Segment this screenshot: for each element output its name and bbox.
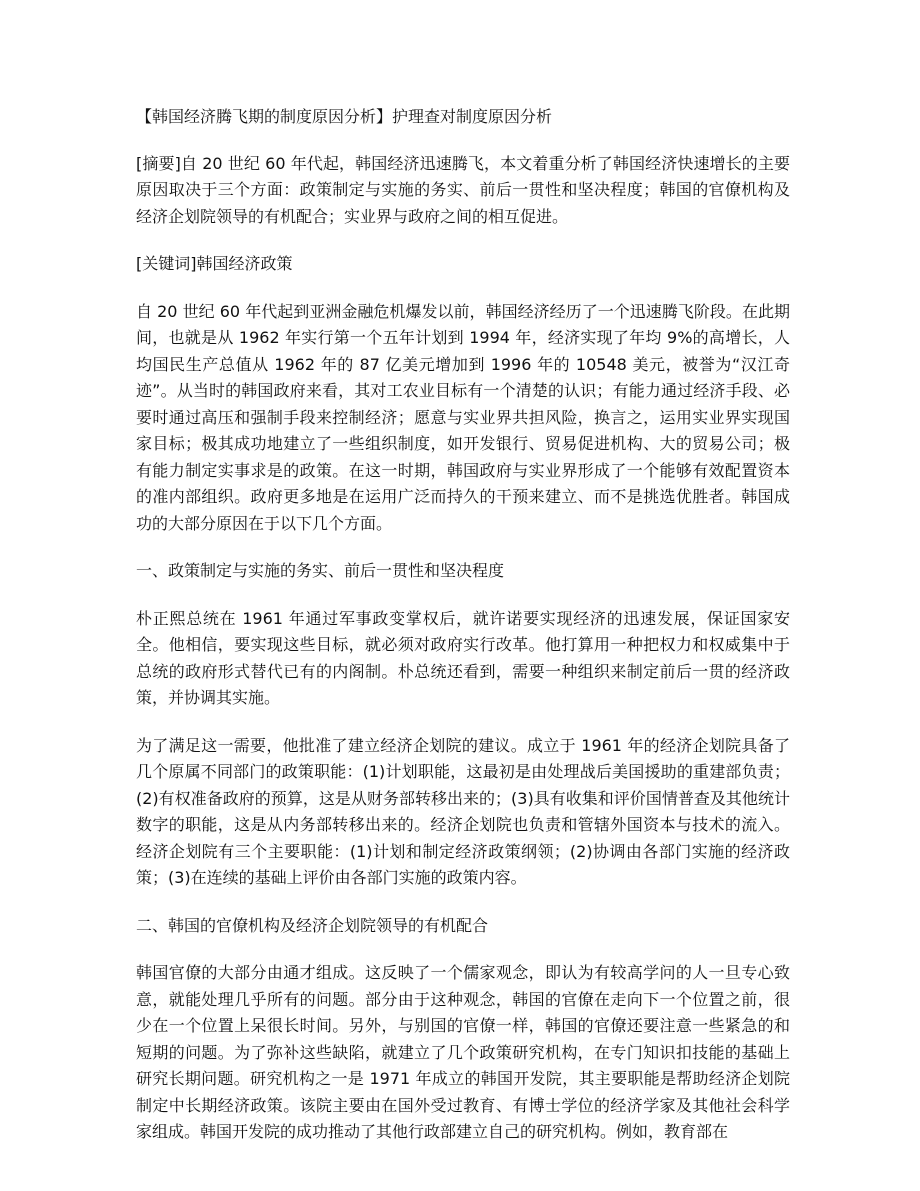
abstract-paragraph: [摘要]自 20 世纪 60 年代起，韩国经济迅速腾飞，本文着重分析了韩国经济快速增长的主要原因取决于三个方面：政策制定与实施的务实、前后一贯性和坚决程度；韩国的官僚机构及经济企划院领导的有机配合；实业界与政府之间的相互促进。 [136, 153, 790, 226]
section-2-heading: 二、韩国的官僚机构及经济企划院领导的有机配合 [136, 915, 489, 935]
document-title: 【韩国经济腾飞期的制度原因分析】护理查对制度原因分析 [136, 107, 553, 126]
section-1-paragraph-2: 为了满足这一需要，他批准了建立经济企划院的建议。成立于 1961 年的经济企划院具备了几个原属不同部门的政策职能：(1)计划职能，这最初是由处理战后美国援助的重建部负责；(2)有权准备政府的预算，这是从财务部转移出来的；(3)具有收集和评价国情普查及其他统计数字的职能，这是从内务部转移出来的。经济企划院也负责和管辖外国资本与技术的流入。经济企划院有三个主要职能：(1)计划和制定经济政策纲领；(2)协调由各部门实施的经济政策；(3)在连续的基础上评价由各部门实施的政策内容。 [136, 735, 790, 887]
keywords-paragraph: [关键词]韩国经济政策 [136, 254, 293, 273]
intro-paragraph: 自 20 世纪 60 年代起到亚洲金融危机爆发以前，韩国经济经历了一个迅速腾飞阶段。在此期间，也就是从 1962 年实行第一个五年计划到 1994 年，经济实现了年均 9%的高增长，人均国民生产总值从 1962 年的 87 亿美元增加到 1996 年的 10548 美元，被誉为“汉江奇迹”。从当时的韩国政府来看，其对工农业目标有一个清楚的认识；有能力通过经济手段、必要时通过高压和强制手段来控制经济；愿意与实业界共担风险，换言之，运用实业界实现国家目标；极其成功地建立了一些组织制度，如开发银行、贸易促进机构、大的贸易公司；极有能力制定实事求是的政策。在这一时期，韩国政府与实业界形成了一个能够有效配置资本的准内部组织。政府更多地是在运用广泛而持久的干预来建立、而不是挑选优胜者。韩国成功的大部分原因在于以下几个方面。 [136, 301, 790, 533]
section-1-paragraph-1: 朴正熙总统在 1961 年通过军事政变掌权后，就许诺要实现经济的迅速发展，保证国家安全。他相信，要实现这些目标，就必须对政府实行改革。他打算用一种把权力和权威集中于总统的政府形式替代已有的内阁制。朴总统还看到，需要一种组织来制定前后一贯的经济政策，并协调其实施。 [136, 608, 790, 707]
section-2-paragraph-1: 韩国官僚的大部分由通才组成。这反映了一个儒家观念，即认为有较高学问的人一旦专心致意，就能处理几乎所有的问题。部分由于这种观念，韩国的官僚在走向下一个位置之前，很少在一个位置上呆很长时间。另外，与别国的官僚一样，韩国的官僚还要注意一些紧急的和短期的问题。为了弥补这些缺陷，就建立了几个政策研究机构，在专门知识扣技能的基础上研究长期问题。研究机构之一是 1971 年成立的韩国开发院，其主要职能是帮助经济企划院制定中长期经济政策。该院主要由在国外受过教育、有博士学位的经济学家及其他社会科学家组成。韩国开发院的成功推动了其他行政部建立自己的研究机构。例如，教育部在 [136, 963, 790, 1141]
section-1-heading: 一、政策制定与实施的务实、前后一贯性和坚决程度 [136, 561, 505, 580]
